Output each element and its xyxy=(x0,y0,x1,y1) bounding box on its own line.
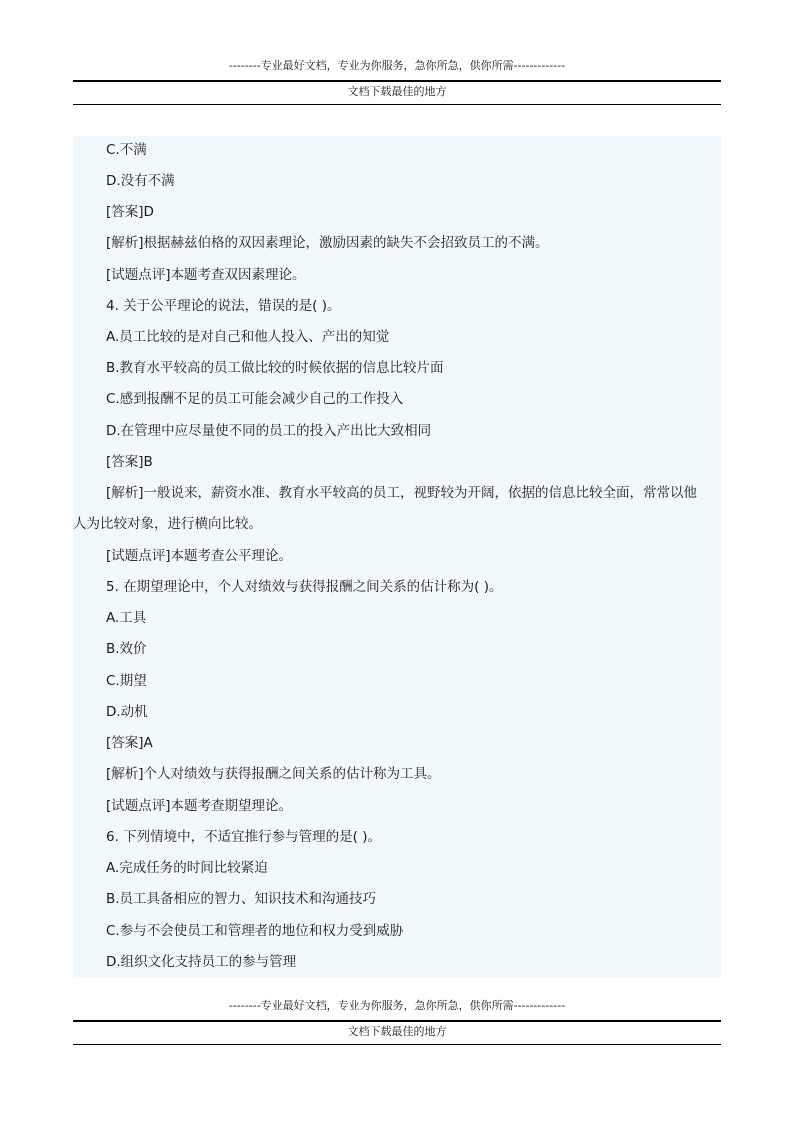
page-header xyxy=(73,56,721,105)
answer: [答案]A xyxy=(106,735,153,751)
analysis: [解析]根据赫兹伯格的双因素理论，激励因素的缺失不会招致员工的不满。 xyxy=(106,235,549,251)
comment: [试题点评]本题考查期望理论。 xyxy=(106,798,293,814)
option-a: A.工具 xyxy=(106,610,147,626)
analysis: [解析]个人对绩效与获得报酬之间关系的估计称为工具。 xyxy=(106,766,441,782)
option-a: A.员工比较的是对自己和他人投入、产出的知觉 xyxy=(106,329,390,345)
header-slogan: --------专业最好文档，专业为你服务，急你所急，供你所需------------- xyxy=(228,59,566,72)
option-d: D.在管理中应尽量使不同的员工的投入产出比大致相同 xyxy=(106,423,432,439)
analysis-continued: 人为比较对象，进行横向比较。 xyxy=(73,516,262,532)
question-6: 6. 下列情境中，不适宜推行参与管理的是( )。 xyxy=(106,829,381,845)
answer: [答案]B xyxy=(106,454,153,470)
option-b: B.教育水平较高的员工做比较的时候依据的信息比较片面 xyxy=(106,360,444,376)
answer: [答案]D xyxy=(106,204,154,220)
document-body xyxy=(73,136,721,978)
option-a: A.完成任务的时间比较紧迫 xyxy=(106,860,268,876)
footer-subtitle: 文档下载最佳的地方 xyxy=(347,1025,447,1038)
question-4: 4. 关于公平理论的说法，错误的是( )。 xyxy=(106,298,341,314)
option-c: C.不满 xyxy=(106,142,147,158)
page-footer xyxy=(73,996,721,1045)
option-b: B.员工具备相应的智力、知识技术和沟通技巧 xyxy=(106,891,377,907)
option-c: C.参与不会使员工和管理者的地位和权力受到威胁 xyxy=(106,923,404,939)
question-5: 5. 在期望理论中，个人对绩效与获得报酬之间关系的估计称为( )。 xyxy=(106,579,503,595)
option-d: D.组织文化支持员工的参与管理 xyxy=(106,954,297,970)
header-rule-thin xyxy=(73,104,721,105)
comment: [试题点评]本题考查双因素理论。 xyxy=(106,267,306,283)
option-d: D.动机 xyxy=(106,704,148,720)
option-c: C.期望 xyxy=(106,673,147,689)
analysis: [解析]一般说来，薪资水准、教育水平较高的员工，视野较为开阔，依据的信息比较全面，常常以他 xyxy=(106,485,698,501)
option-d: D.没有不满 xyxy=(106,173,175,189)
footer-rule-thin xyxy=(73,1044,721,1045)
header-subtitle: 文档下载最佳的地方 xyxy=(347,85,447,98)
footer-slogan: --------专业最好文档，专业为你服务，急你所急，供你所需------------- xyxy=(228,999,566,1012)
option-b: B.效价 xyxy=(106,641,147,657)
option-c: C.感到报酬不足的员工可能会减少自己的工作投入 xyxy=(106,391,404,407)
comment: [试题点评]本题考查公平理论。 xyxy=(106,548,293,564)
